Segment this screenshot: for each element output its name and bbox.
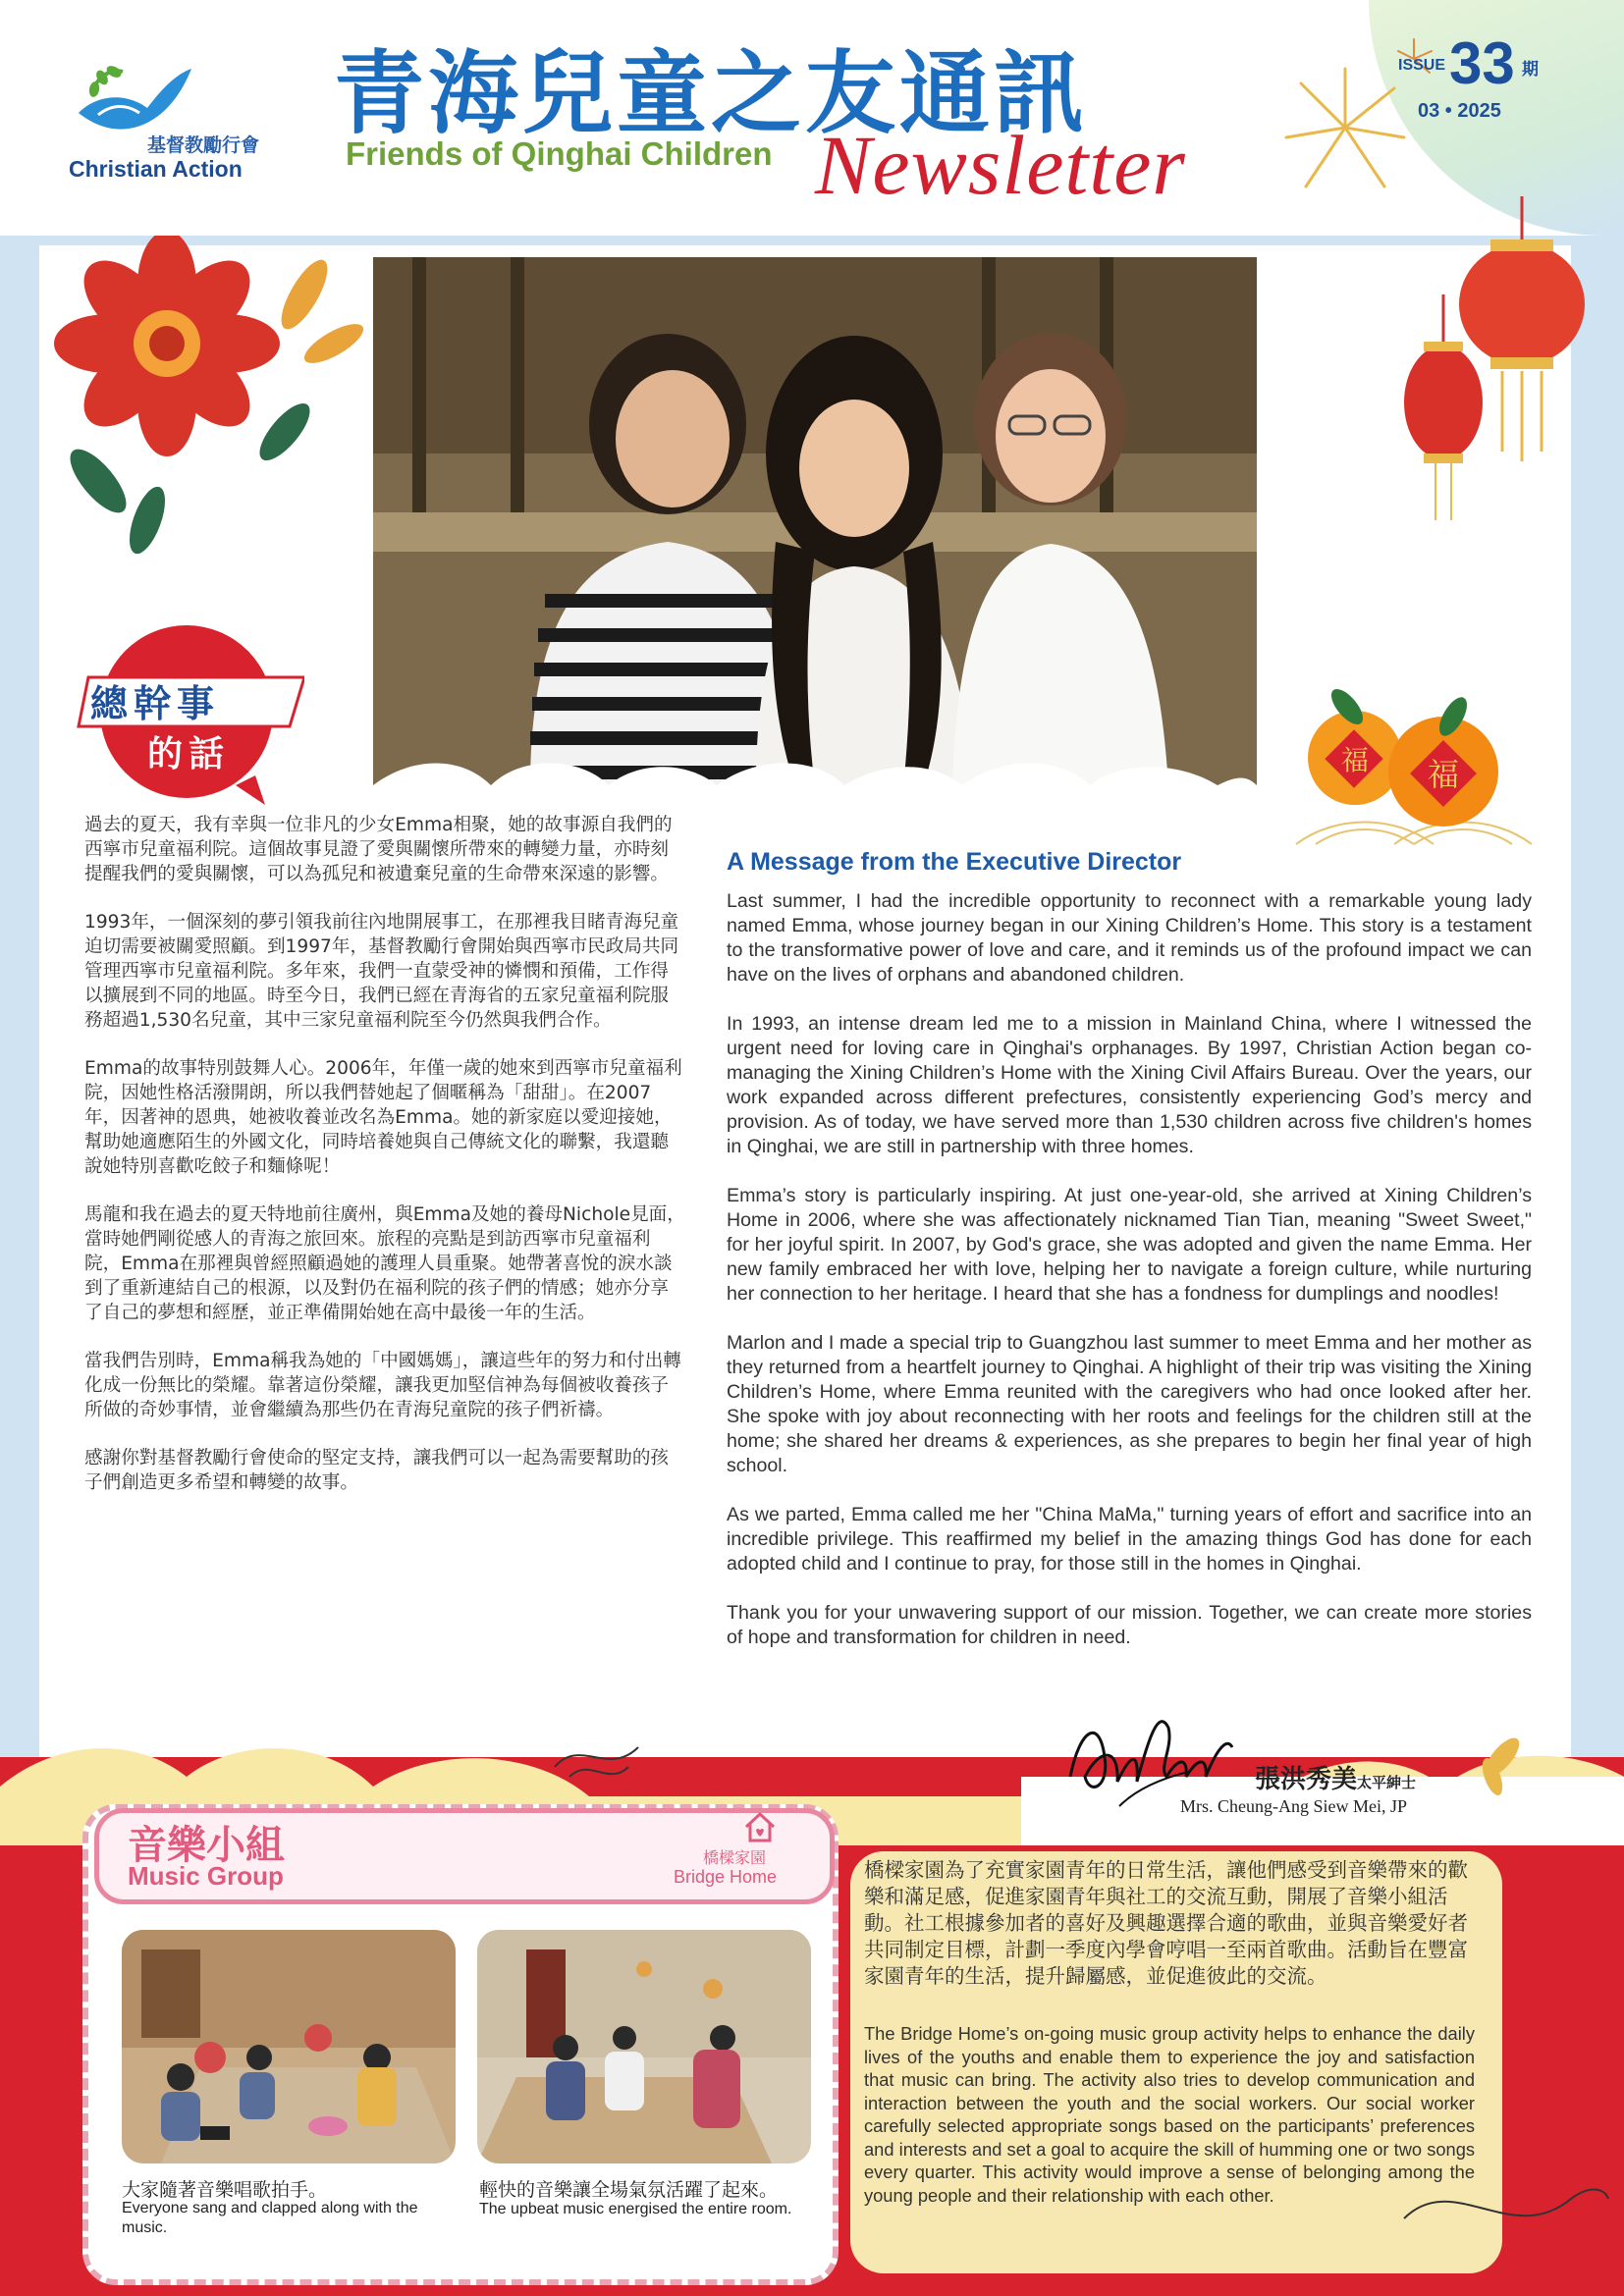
message-cn-paragraph: Emma的故事特別鼓舞人心。2006年，年僅一歲的她來到西寧市兒童福利院，因她性格活潑開朗，所以我們替她起了個暱稱為「甜甜」。在2007年，因著神的恩典，她被收養並改名為Emma。她的新家庭以愛迎接她，幫助她適應陌生的外國文化，同時培養她與自己傳統文化的聯繫，我還聽說她特別喜歡吃餃子和麵條呢！ bbox=[84, 1058, 682, 1177]
bridge-home-body-en: The Bridge Home’s on-going music group activity helps to enhance the daily lives of the youths and enable them to experience the joy and satisfaction that music can bring. The activity also tries to develop communication and interaction between the youth and the social workers. Our social worker carefully selected appropriate songs based on the participants’ preferences and interests and set a goal to acquire the skill of humming one or two songs every quarter. This activity would improve a sense of belonging among the young people and their relationship with each other. bbox=[864, 2023, 1475, 2206]
message-en-paragraph: Thank you for your unwavering support of our mission. Together, we can create more stories of hope and transformation for children in need. bbox=[727, 1602, 1532, 1648]
issue-number: 33 bbox=[1449, 30, 1515, 96]
message-en-paragraph: Last summer, I had the incredible opportunity to reconnect with a remarkable young lady named Emma, whose journey began in our Xining Children’s Home. This story is a testament to the transformative power of love and care, and it reminds us of the profound impact we can have on the lives of orphans and abandoned children. bbox=[727, 890, 1532, 986]
logo-text-en: Christian Action bbox=[69, 156, 243, 182]
fortune-oranges-decoration bbox=[1257, 677, 1551, 854]
logo-text-cn: 基督教勵行會 bbox=[147, 134, 260, 156]
message-cn bbox=[84, 813, 685, 1519]
message-en-heading: A Message from the Executive Director bbox=[727, 848, 1182, 876]
music-photo-1-scene bbox=[122, 1930, 456, 2163]
message-en-paragraph: In 1993, an intense dream led me to a mission in Mainland China, where I witnessed the urgent need for loving care in Qinghai's orphanages. By 1997, Christian Action began co-managing the Xining Children’s Home with the Xining Civil Affairs Bureau. Over the years, our work expanded across different prefectures, consistently experiencing God’s mercy and provision. As of today, we have served more than 1,530 children across five children's homes in Qinghai, we are still in partnership with three homes. bbox=[727, 1013, 1532, 1157]
swirl-decoration-right bbox=[1394, 2160, 1610, 2258]
bridge-home-label-cn: 橋樑家園 bbox=[703, 1848, 767, 1867]
music-photo-1-caption-cn: 大家隨著音樂唱歌拍手。 bbox=[122, 2179, 328, 2201]
swirl-decoration bbox=[550, 1728, 648, 1787]
cover-photo-scene bbox=[373, 257, 1257, 787]
christian-action-logo bbox=[69, 54, 275, 191]
music-photo-2-scene bbox=[477, 1930, 811, 2163]
bridge-home-label-en: Bridge Home bbox=[674, 1867, 778, 1887]
message-cn-paragraph: 過去的夏天，我有幸與一位非凡的少女Emma相聚，她的故事源自我們的西寧市兒童福利院。這個故事見證了愛與關懷所帶來的轉變力量，亦時刻提醒我們的愛與關懷，可以為孤兒和被遺棄兒童的生命帶來深遠的影響。 bbox=[84, 815, 673, 884]
bridge-home-body-cn: 橋樑家園為了充實家園青年的日常生活，讓他們感受到音樂帶來的歡樂和滿足感，促進家園青年與社工的交流互動，開展了音樂小組活動。社工根據參加者的喜好及興趣選擇合適的歌曲，並與音樂愛好者共同制定目標，計劃一季度內學會哼唱一至兩首歌曲。活動旨在豐富家園青年的生活，提升歸屬感，並促進彼此的交流。 bbox=[864, 1858, 1468, 1988]
signature-name-en: Mrs. Cheung-Ang Siew Mei, JP bbox=[1180, 1796, 1408, 1816]
signature-title-cn: 太平紳士 bbox=[1357, 1774, 1417, 1791]
signature-name-cn bbox=[1255, 1759, 1416, 1795]
cover-photo bbox=[373, 257, 1257, 787]
fortune-char-2: 福 bbox=[1427, 756, 1460, 793]
issue-date: 03 • 2025 bbox=[1418, 100, 1501, 122]
signature-name-cn-text: 張洪秀美 bbox=[1255, 1765, 1358, 1794]
newsletter-title-en: Friends of Qinghai Children bbox=[346, 135, 773, 172]
message-cn-paragraph: 馬龍和我在過去的夏天特地前往廣州，與Emma及她的養母Nichole見面，當時她們剛從感人的青海之旅回來。旅程的亮點是到訪西寧市兒童福利院，Emma在那裡與曾經照顧過她的護理人員重聚。她帶著喜悅的淚水談到了重新連結自己的根源，以及對仍在福利院的孩子們的情感；她亦分享了自己的夢想和經歷，並正準備開始她在高中最後一年的生活。 bbox=[84, 1204, 685, 1323]
fortune-char-1: 福 bbox=[1340, 744, 1370, 776]
issue-qi: 期 bbox=[1522, 60, 1539, 80]
music-group-title-cn: 音樂小組 bbox=[128, 1823, 285, 1868]
music-photo-1-caption-en: Everyone sang and clapped along with the music. bbox=[122, 2200, 418, 2236]
message-en-paragraph: As we parted, Emma called me her "China MaMa," turning years of effort and sacrifice into an incredible privilege. This reaffirmed my belief in the amazing things God has done for each adopted child and I continue to pray, for those still in the homes in Qinghai. bbox=[727, 1504, 1532, 1575]
music-photo-2 bbox=[477, 1930, 811, 2163]
music-group-title-en: Music Group bbox=[128, 1861, 284, 1891]
message-en bbox=[727, 889, 1532, 1675]
music-photo-1 bbox=[122, 1930, 456, 2163]
badge-title-line2: 的話 bbox=[147, 734, 231, 774]
badge-title-line1: 總幹事 bbox=[90, 682, 221, 725]
message-cn-paragraph: 感謝你對基督教勵行會使命的堅定支持，讓我們可以一起為需要幫助的孩子們創造更多希望和轉變的故事。 bbox=[84, 1448, 670, 1493]
newsletter-title-script: Newsletter bbox=[815, 118, 1186, 212]
message-cn-paragraph: 當我們告別時，Emma稱我為她的「中國媽媽」，讓這些年的努力和付出轉化成一份無比的榮耀。靠著這份榮耀，讓我更加堅信神為每個被收養孩子所做的奇妙事情，並會繼續為那些仍在青海兒童院的孩子們祈禱。 bbox=[84, 1351, 681, 1420]
message-en-paragraph: Emma’s story is particularly inspiring. At just one-year-old, she arrived at Xining Children’s Home in 2006, where she was affectionately nicknamed Tian Tian, meaning "Sweet Sweet," for her joyful spirit. In 2007, by God's grace, she was adopted and given the name Emma. Her new family embraced her with love, helping her to navigate a foreign culture, while nurturing her connection to her heritage. I heard that she has a fondness for dumplings and noodles! bbox=[727, 1185, 1532, 1305]
newsletter-title-cn: 青海兒童之友通訊 bbox=[334, 41, 1089, 146]
music-photo-2-caption-en: The upbeat music energised the entire room. bbox=[479, 2201, 792, 2217]
message-en-paragraph: Marlon and I made a special trip to Guangzhou last summer to meet Emma and her mother as they returned from a heartfelt journey to Qinghai. A highlight of their trip was visiting the Xining Children’s Home, where Emma reunited with the caregivers who had once looked after her. She spoke with joy about reconnecting with her roots and feelings for the children still at the home; she shared her dreams & experiences, as she prepares to begin her final year of high school. bbox=[727, 1332, 1532, 1476]
issue-label: ISSUE bbox=[1398, 57, 1446, 74]
music-photo-2-caption-cn: 輕快的音樂讓全場氣氛活躍了起來。 bbox=[479, 2179, 779, 2201]
lantern-decoration bbox=[1375, 196, 1610, 550]
home-icon bbox=[742, 1809, 778, 1844]
leaf-decoration bbox=[1463, 1728, 1542, 1806]
message-cn-paragraph: 1993年，一個深刻的夢引領我前往內地開展事工，在那裡我目睹青海兒童迫切需要被關愛照顧。到1997年，基督教勵行會開始與西寧市民政局共同管理西寧市兒童福利院。多年來，我們一直蒙受神的憐憫和預備，工作得以擴展到不同的地區。時至今日，我們已經在青海省的五家兒童福利院服務超過1,530名兒童，其中三家兒童福利院至今仍然與我們合作。 bbox=[84, 912, 679, 1031]
red-flower-decoration bbox=[39, 236, 373, 589]
